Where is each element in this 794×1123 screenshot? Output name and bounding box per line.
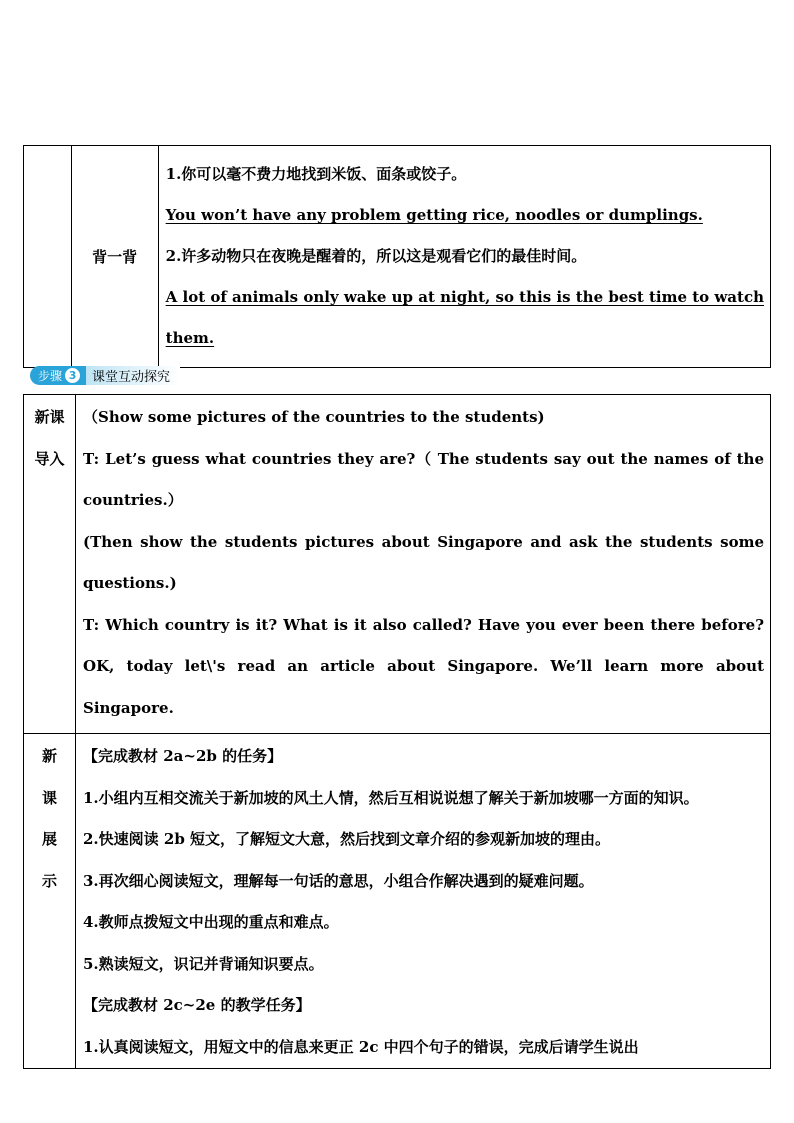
step-heading <box>30 364 180 386</box>
intro-line: （Show some pictures of the countries to the students) <box>83 408 545 426</box>
intro-line: (Then show the students pictures about Singapore and ask the students some questions.) <box>83 532 764 592</box>
step-badge-label: 步骤 <box>38 368 63 383</box>
intro-label <box>24 395 76 734</box>
show-label-line: 展 <box>41 830 57 848</box>
memorize-item: A lot of animals only wake up at night, so this is the best time to watch <box>165 288 764 306</box>
show-label-line: 新 <box>41 747 57 765</box>
show-line: 4.教师点拨短文中出现的重点和难点。 <box>83 913 339 931</box>
show-line: 1.认真阅读短文，用短文中的信息来更正 2c 中四个句子的错误，完成后请学生说出 <box>83 1037 639 1056</box>
show-line: 2.快速阅读 2b 短文，了解短文大意，然后找到文章介绍的参观新加坡的理由。 <box>83 830 611 848</box>
intro-label-line: 新课 <box>34 408 65 426</box>
show-line: 3.再次细心阅读短文，理解每一句话的意思，小组合作解决遇到的疑难问题。 <box>83 871 594 890</box>
lesson-table <box>23 394 771 1069</box>
memorize-item: You won’t have any problem getting rice, noodles or dumplings. <box>165 206 703 224</box>
empty-cell <box>24 146 72 368</box>
show-line: 【完成教材 2c~2e 的教学任务】 <box>83 996 311 1014</box>
step-title: 课堂互动探究 <box>86 366 180 385</box>
memorize-item: 2.许多动物只在夜晚是醒着的，所以这是观看它们的最佳时间。 <box>165 247 587 265</box>
show-line: 1.小组内互相交流关于新加坡的风土人情，然后互相说说想了解关于新加坡哪一方面的知识。 <box>83 788 699 807</box>
show-content <box>76 734 771 1069</box>
show-label-line: 示 <box>41 871 57 890</box>
intro-line: T: Let’s guess what countries they are?（ The students say out the names of the countries.） <box>83 449 764 509</box>
show-line: 【完成教材 2a~2b 的任务】 <box>83 747 283 765</box>
intro-line: T: Which country is it? What is it also called? Have you ever been there before? OK, today let\'s read an article about Singapore. We’ll learn more about Singapore. <box>83 615 764 717</box>
memorize-label: 背一背 <box>71 146 158 368</box>
intro-label-line: 导入 <box>34 449 65 468</box>
show-label <box>24 734 76 1069</box>
memorize-item: 1.你可以毫不费力地找到米饭、面条或饺子。 <box>165 165 467 183</box>
show-line: 5.熟读短文，识记并背诵知识要点。 <box>83 954 324 973</box>
step-badge <box>30 366 86 385</box>
step-number: 3 <box>65 368 80 383</box>
memorize-table <box>23 145 771 368</box>
intro-content <box>76 395 771 734</box>
memorize-item: them. <box>165 329 215 347</box>
memorize-content <box>158 146 770 368</box>
show-label-line: 课 <box>41 788 57 807</box>
